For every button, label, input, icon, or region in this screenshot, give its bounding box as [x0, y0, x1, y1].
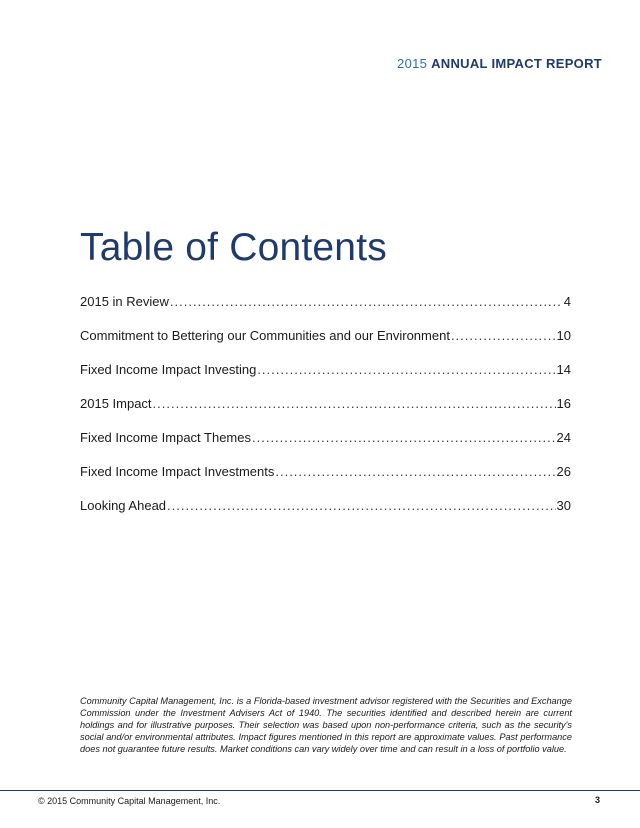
report-header [397, 56, 602, 71]
toc-entry-looking-ahead[interactable] [80, 498, 571, 532]
toc-entry-2015-in-review[interactable] [80, 294, 571, 328]
toc-entry-label: Fixed Income Impact Investing [80, 362, 257, 377]
toc-list [80, 294, 571, 532]
toc-dot-leader [167, 498, 556, 513]
toc-entry-page: 14 [556, 362, 571, 377]
toc-entry-label: 2015 Impact [80, 396, 152, 411]
report-title: ANNUAL IMPACT REPORT [431, 56, 602, 71]
toc-dot-leader [275, 464, 555, 479]
toc-entry-page: 16 [556, 396, 571, 411]
toc-entry-page: 30 [556, 498, 571, 513]
toc-entry-label: Fixed Income Impact Themes [80, 430, 251, 445]
toc-entry-impact-investments[interactable] [80, 464, 571, 498]
toc-dot-leader [170, 294, 563, 309]
toc-entry-2015-impact[interactable] [80, 396, 571, 430]
legal-disclaimer: Community Capital Management, Inc. is a Florida-based investment advisor registered with the Securities and Exchange Commission under the Investment Advisers Act of 1940. The securities identified and described herein are current holdings and for illustrative purposes. Their selection was based upon non-performance criteria, such as the security's social and/or environmental attributes. Impact figures mentioned in this report are approximate values. Past performance does not guarantee future results. Market conditions can vary widely over time and can result in a loss of portfolio value. [80, 696, 572, 754]
toc-entry-commitment[interactable] [80, 328, 571, 362]
report-year: 2015 [397, 56, 428, 71]
toc-heading: Table of Contents [80, 226, 387, 269]
toc-entry-label: Fixed Income Impact Investments [80, 464, 275, 479]
toc-entry-page: 26 [556, 464, 571, 479]
toc-entry-page: 10 [556, 328, 571, 343]
toc-dot-leader [153, 396, 556, 411]
toc-dot-leader [252, 430, 556, 445]
toc-dot-leader [257, 362, 555, 377]
toc-entry-page: 24 [556, 430, 571, 445]
toc-entry-impact-themes[interactable] [80, 430, 571, 464]
toc-dot-leader [451, 328, 556, 343]
toc-entry-page: 4 [563, 294, 571, 309]
toc-entry-label: Commitment to Bettering our Communities and our Environment [80, 328, 450, 343]
footer-copyright: © 2015 Community Capital Management, Inc. [38, 796, 221, 806]
toc-entry-label: 2015 in Review [80, 294, 169, 309]
footer-divider [0, 790, 640, 791]
footer-page-number: 3 [594, 795, 600, 805]
toc-entry-fixed-income-impact-investing[interactable] [80, 362, 571, 396]
toc-entry-label: Looking Ahead [80, 498, 167, 513]
